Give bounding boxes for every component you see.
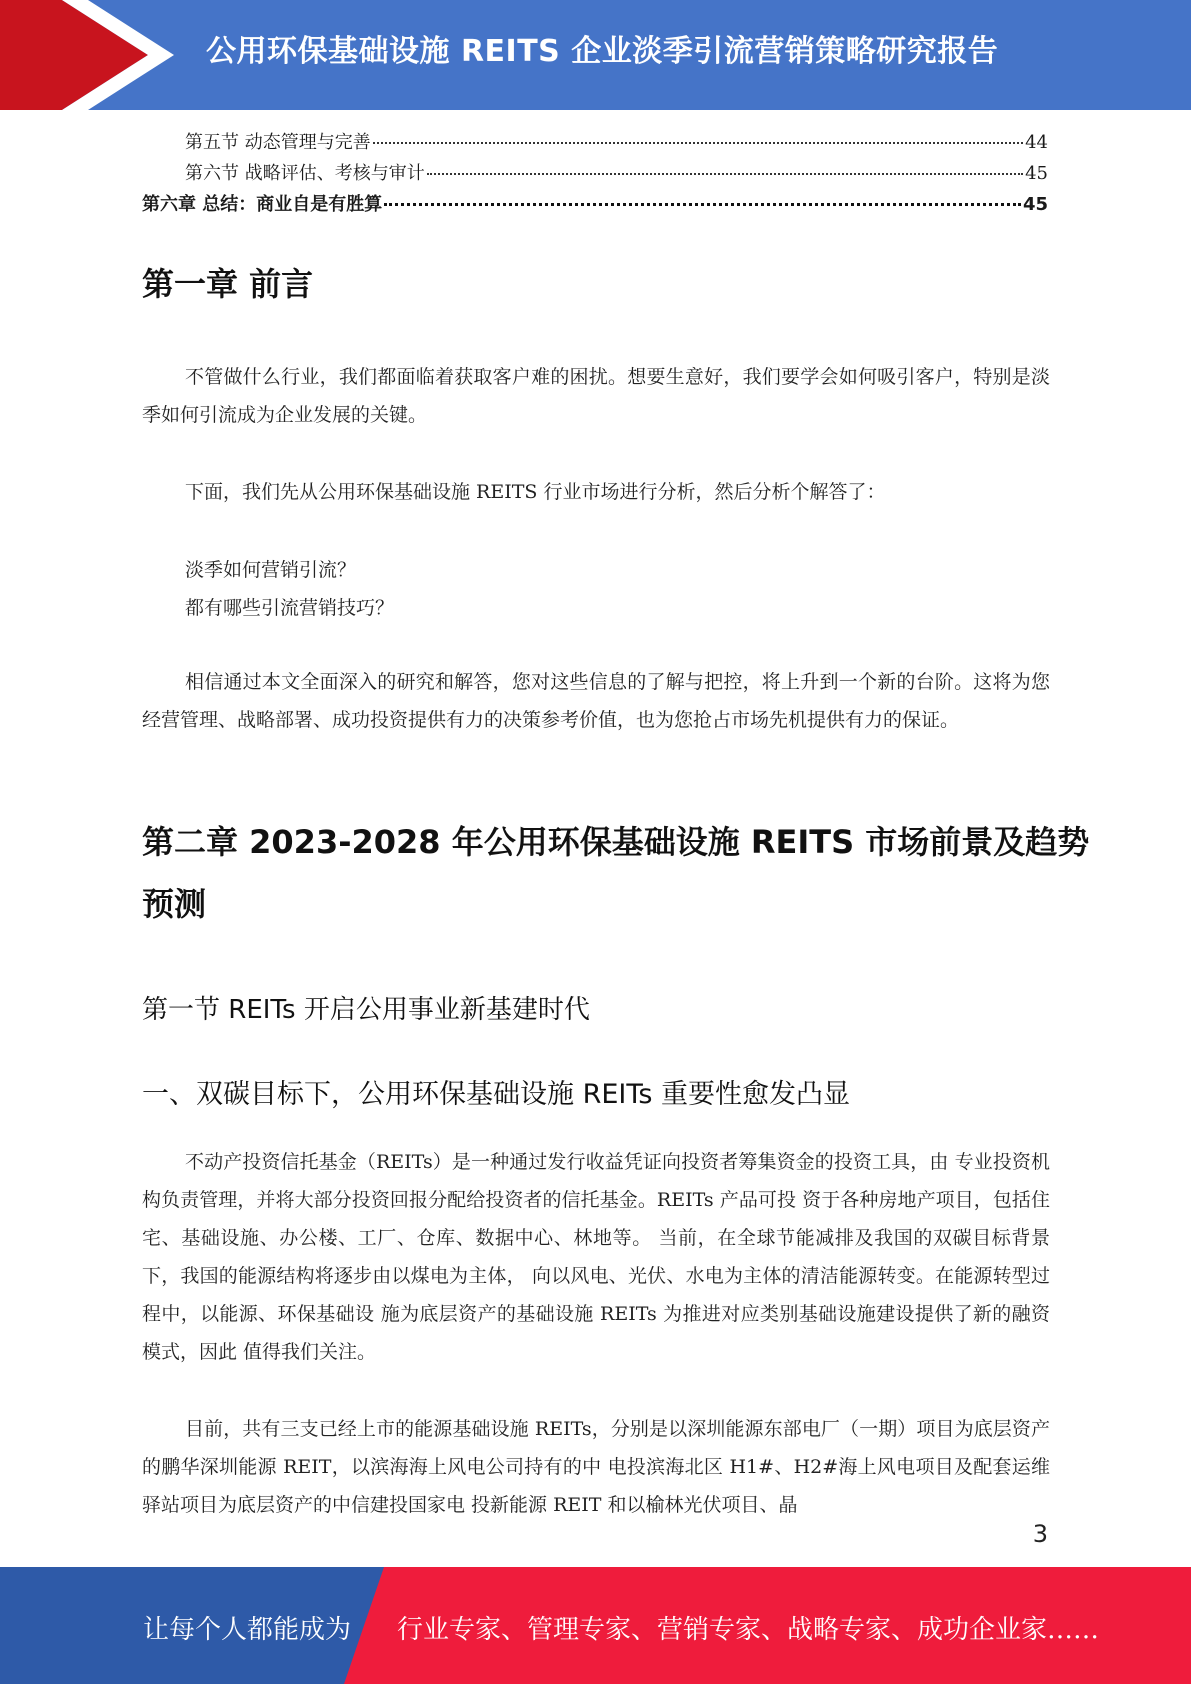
chapter-1-heading: 第一章 前言 [142, 265, 314, 303]
chapter-1-question-2: 都有哪些引流营销技巧？ [185, 597, 395, 619]
chapter-1-question-1: 淡季如何营销引流？ [185, 559, 357, 581]
page-footer [0, 1567, 1191, 1684]
table-of-contents [142, 128, 1048, 221]
chapter-2-paragraph-1: 不动产投资信托基金（REITs）是一种通过发行收益凭证向投资者筹集资金的投资工具，由 专业投资机构负责管理，并将大部分投资回报分配给投资者的信托基金。REITs 产品可投 资于各种房地产项目，包括住宅、基础设施、办公楼、工厂、仓库、数据中心、林地等。 当前，在全球节能减排及我国的双碳目标背景下，我国的能源结构将逐步由以煤电为主体， 向以风电、光伏、水电为主体的清洁能源转变。在能源转型过程中，以能源、环保基础设 施为底层资产的基础设施 REITs 为推进对应类别基础设施建设提供了新的融资模式，因此 值得我们关注。 [142, 1151, 1050, 1363]
toc-dot-leader [384, 203, 1021, 206]
toc-entry[interactable] [142, 128, 1048, 159]
chapter-1-paragraph-2: 下面，我们先从公用环保基础设施 REITS 行业市场进行分析，然后分析个解答了： [185, 481, 886, 503]
toc-entry-page: 45 [1025, 163, 1048, 184]
page-number: 3 [1032, 1520, 1048, 1548]
toc-entry-page: 45 [1022, 194, 1048, 215]
toc-dot-leader [373, 142, 1023, 144]
chapter-2-heading-line-1: 第二章 2023-2028 年公用环保基础设施 REITS 市场前景及趋势 [142, 823, 1090, 861]
chapter-2-paragraph-2: 目前，共有三支已经上市的能源基础设施 REITs，分别是以深圳能源东部电厂（一期）项目为底层资产的鹏华深圳能源 REIT，以滨海海上风电公司持有的中 电投滨海北区 H1#、H2#海上风电项目及配套运维驿站项目为底层资产的中信建投国家电 投新能源 REIT 和以榆林光伏项目、晶 [142, 1418, 1050, 1516]
toc-entry-page: 44 [1025, 132, 1048, 153]
footer-slogan-right: 行业专家、管理专家、营销专家、战略专家、成功企业家…… [397, 1615, 1100, 1645]
chapter-2-heading-line-2: 预测 [142, 885, 207, 923]
toc-entry-label: 第六章 总结：商业自是有胜算 [142, 194, 383, 215]
subsection-1-heading: 一、双碳目标下，公用环保基础设施 REITs 重要性愈发凸显 [142, 1079, 851, 1110]
toc-dot-leader [427, 173, 1023, 175]
toc-entry-chapter[interactable] [142, 190, 1048, 221]
report-title: 公用环保基础设施 REITS 企业淡季引流营销策略研究报告 [206, 34, 999, 69]
toc-entry-label: 第六节 战略评估、考核与审计 [185, 163, 425, 184]
toc-entry[interactable] [142, 159, 1048, 190]
page-header [0, 0, 1191, 110]
chapter-1-paragraph-3: 相信通过本文全面深入的研究和解答，您对这些信息的了解与把控，将上升到一个新的台阶。这将为您经营管理、战略部署、成功投资提供有力的决策参考价值，也为您抢占市场先机提供有力的保证。 [142, 671, 1050, 731]
section-1-heading: 第一节 REITs 开启公用事业新基建时代 [142, 995, 590, 1025]
toc-entry-label: 第五节 动态管理与完善 [185, 132, 371, 153]
chapter-1-paragraph-1: 不管做什么行业，我们都面临着获取客户难的困扰。想要生意好，我们要学会如何吸引客户，特别是淡季如何引流成为企业发展的关键。 [142, 366, 1050, 426]
footer-slogan-left: 让每个人都能成为 [143, 1615, 352, 1645]
